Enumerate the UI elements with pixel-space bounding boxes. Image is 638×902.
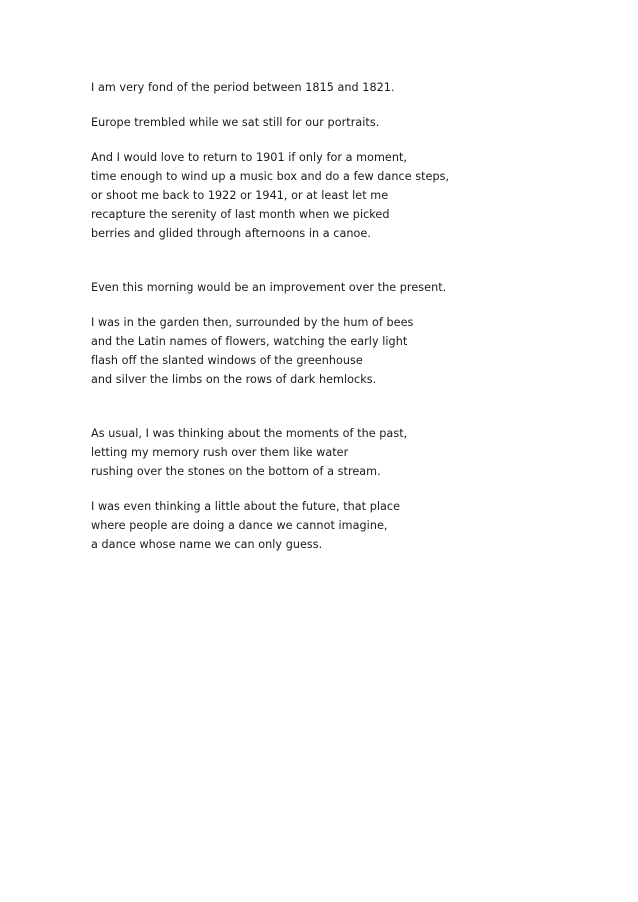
poem-line: or shoot me back to 1922 or 1941, or at least let me xyxy=(91,189,389,202)
poem-line: and silver the limbs on the rows of dark hemlocks. xyxy=(91,373,377,386)
stanza-1 xyxy=(91,78,591,97)
stanza-4 xyxy=(91,278,591,297)
poem-body xyxy=(91,78,591,554)
stanza-6 xyxy=(91,424,591,481)
poem-line: And I would love to return to 1901 if only for a moment, xyxy=(91,151,408,164)
poem-line: time enough to wind up a music box and do a few dance steps, xyxy=(91,170,450,183)
poem-line: I was even thinking a little about the future, that place xyxy=(91,500,401,513)
poem-line: Even this morning would be an improvement over the present. xyxy=(91,281,447,294)
poem-line: flash off the slanted windows of the greenhouse xyxy=(91,354,363,367)
poem-line: a dance whose name we can only guess. xyxy=(91,538,323,551)
stanza-7 xyxy=(91,497,591,554)
stanza-3 xyxy=(91,148,591,243)
poem-line: berries and glided through afternoons in a canoe. xyxy=(91,227,371,240)
poem-line: letting my memory rush over them like water xyxy=(91,446,349,459)
poem-line: rushing over the stones on the bottom of a stream. xyxy=(91,465,381,478)
poem-line: As usual, I was thinking about the moments of the past, xyxy=(91,427,408,440)
poem-line: Europe trembled while we sat still for our portraits. xyxy=(91,116,380,129)
poem-line: I am very fond of the period between 1815 and 1821. xyxy=(91,81,395,94)
stanza-2 xyxy=(91,113,591,132)
stanza-5 xyxy=(91,313,591,389)
poem-line: I was in the garden then, surrounded by the hum of bees xyxy=(91,316,414,329)
poem-line: and the Latin names of flowers, watching the early light xyxy=(91,335,408,348)
poem-line: recapture the serenity of last month when we picked xyxy=(91,208,390,221)
poem-line: where people are doing a dance we cannot imagine, xyxy=(91,519,388,532)
